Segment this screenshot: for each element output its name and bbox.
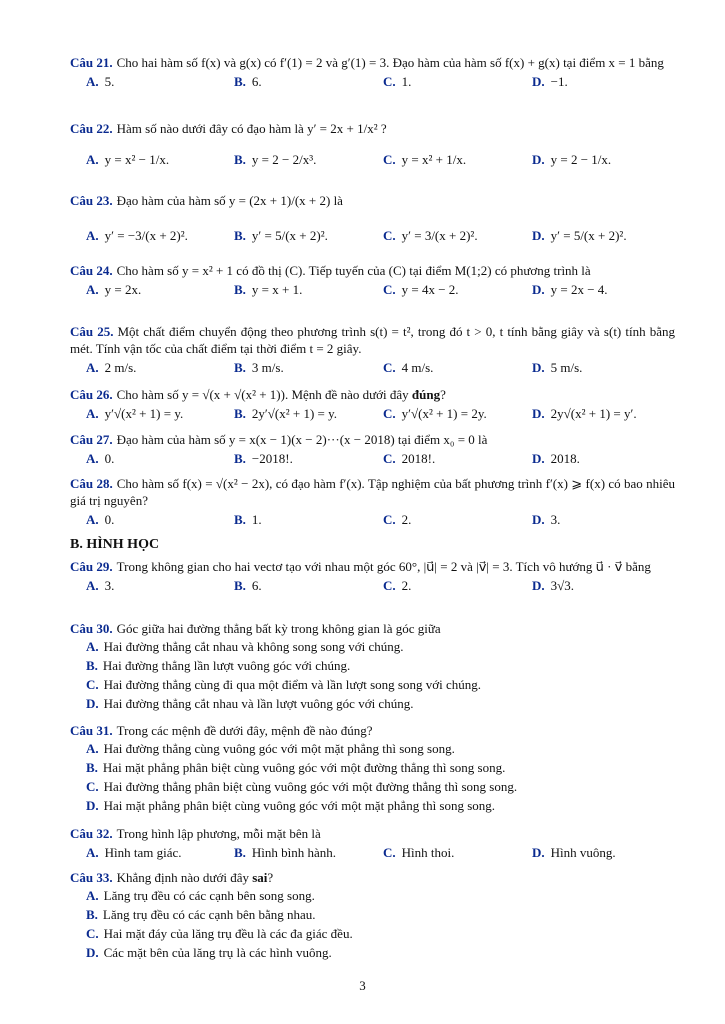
question-25 xyxy=(70,323,675,377)
question-stem xyxy=(70,323,675,357)
question-label: Câu 25. xyxy=(70,324,114,339)
page-number: 3 xyxy=(359,978,366,993)
answer-option-a: A. 3. xyxy=(86,578,115,593)
answer-option-c: C. 1. xyxy=(383,74,412,89)
question-text: Đạo hàm của hàm số y = (2x + 1)/(x + 2) là xyxy=(116,193,343,208)
answer-options xyxy=(70,73,675,91)
answer-options xyxy=(70,511,675,529)
answer-option-d: D. 5 m/s. xyxy=(532,360,583,375)
answer-option-b: B. Hai đường thẳng lần lượt vuông góc với chúng. xyxy=(86,658,351,673)
question-stem: Câu 33. Khẳng định nào dưới đây sai? xyxy=(70,870,274,885)
question-text: Một chất điểm chuyển động theo phương trình s(t) = t², trong đó t > 0, t tính bằng giây và s(t) tính bằng mét. Tính vận tốc của chất điểm tại thời điểm t = 2 giây. xyxy=(70,324,675,356)
question-stem xyxy=(70,431,675,448)
answer-option-c: C. y′√(x² + 1) = 2y. xyxy=(383,406,487,421)
question-text: Cho hàm số y = √(x + √(x² + 1)). Mệnh đề nào dưới đây xyxy=(116,387,412,402)
answer-options xyxy=(70,151,675,169)
answer-option-a: A. Hai đường thẳng cùng vuông góc với một mặt phẳng thì song song. xyxy=(86,741,455,756)
answer-option-b: B. 2y′√(x² + 1) = y. xyxy=(234,406,338,421)
answer-option-c: C. Hai đường thẳng cùng đi qua một điểm và lần lượt song song với chúng. xyxy=(86,677,482,692)
answer-option-a: A. 5. xyxy=(86,74,115,89)
question-21 xyxy=(70,54,675,91)
question-label: Câu 32. xyxy=(70,826,113,841)
question-text: Cho hàm số y = x² + 1 có đồ thị (C). Tiếp tuyến của (C) tại điểm M(1;2) có phương trình là xyxy=(116,263,591,278)
question-label: Câu 24. xyxy=(70,263,113,278)
answer-option-c: C. Hai mặt đáy của lăng trụ đều là các đa giác đều. xyxy=(86,926,353,941)
answer-option-c: C. 2018!. xyxy=(383,451,436,466)
answer-option-b: B. 6. xyxy=(234,74,262,89)
answer-option-d: D. Hình vuông. xyxy=(532,845,616,860)
question-label: Câu 31. xyxy=(70,723,113,738)
answer-option-c: C. y′ = 3/(x + 2)². xyxy=(383,228,478,243)
answer-option-a: A. y = x² − 1/x. xyxy=(86,152,170,167)
answer-option-d: D. Hai đường thẳng cắt nhau và lần lượt vuông góc với chúng. xyxy=(86,696,414,711)
answer-option-d: D. 2018. xyxy=(532,451,580,466)
question-24 xyxy=(70,262,675,299)
answer-options xyxy=(86,637,675,713)
answer-option-d: D. −1. xyxy=(532,74,568,89)
question-30 xyxy=(70,620,675,713)
answer-option-c: C. 2. xyxy=(383,578,412,593)
answer-option-b: B. 1. xyxy=(234,512,262,527)
answer-options xyxy=(70,405,675,423)
section-title: B. HÌNH HỌC xyxy=(70,537,160,552)
answer-option-b: B. Hình bình hành. xyxy=(234,845,337,860)
answer-option-b: B. Hai mặt phẳng phân biệt cùng vuông góc với một đường thẳng thì song song. xyxy=(86,760,506,775)
answer-option-a: A. Lăng trụ đều có các cạnh bên song song. xyxy=(86,888,315,903)
question-23 xyxy=(70,192,675,245)
question-label: Câu 26. xyxy=(70,387,113,402)
question-label: Câu 33. xyxy=(70,870,113,885)
answer-option-d: D. 2y√(x² + 1) = y′. xyxy=(532,406,637,421)
question-stem xyxy=(70,558,675,575)
question-label: Câu 30. xyxy=(70,621,113,636)
question-stem xyxy=(70,825,675,842)
question-stem xyxy=(70,722,675,739)
question-32 xyxy=(70,825,675,862)
question-27 xyxy=(70,431,675,468)
answer-option-d: D. 3. xyxy=(532,512,561,527)
answer-option-a: A. 2 m/s. xyxy=(86,360,137,375)
answer-option-d: D. Hai mặt phẳng phân biệt cùng vuông góc với một mặt phẳng thì song song. xyxy=(86,798,496,813)
answer-option-d: D. y′ = 5/(x + 2)². xyxy=(532,228,627,243)
answer-option-b: B. y = x + 1. xyxy=(234,282,303,297)
question-label: Câu 21. xyxy=(70,55,113,70)
answer-options xyxy=(70,450,675,468)
question-label: Câu 28. xyxy=(70,476,113,491)
answer-option-d: D. y = 2 − 1/x. xyxy=(532,152,612,167)
answer-option-a: A. y′√(x² + 1) = y. xyxy=(86,406,184,421)
question-text: Góc giữa hai đường thẳng bất kỳ trong không gian là góc giữa xyxy=(116,621,441,636)
answer-option-d: D. 3√3. xyxy=(532,578,575,593)
question-text: Trong hình lập phương, mỗi mặt bên là xyxy=(116,826,321,841)
question-text: Đạo hàm của hàm số y = x(x − 1)(x − 2)···(x − 2018) tại điểm x₀ = 0 là xyxy=(116,432,488,447)
answer-options xyxy=(70,577,675,595)
answer-options xyxy=(70,227,675,245)
answer-options xyxy=(70,359,675,377)
answer-options xyxy=(86,739,675,815)
question-stem xyxy=(70,192,675,209)
question-stem xyxy=(70,54,675,71)
answer-option-a: A. 0. xyxy=(86,451,115,466)
answer-option-c: C. 2. xyxy=(383,512,412,527)
question-28 xyxy=(70,475,675,529)
answer-option-a: A. y′ = −3/(x + 2)². xyxy=(86,228,188,243)
question-stem xyxy=(70,620,675,637)
question-text: Cho hai hàm số f(x) và g(x) có f′(1) = 2 và g′(1) = 3. Đạo hàm của hàm số f(x) + g(x) tại điểm x = 1 bằng xyxy=(116,55,664,70)
answer-option-a: A. Hai đường thẳng cắt nhau và không song song với chúng. xyxy=(86,639,404,654)
answer-options xyxy=(70,281,675,299)
question-33 xyxy=(70,869,675,962)
answer-options xyxy=(86,886,675,962)
answer-option-b: B. Lăng trụ đều có các cạnh bên bằng nhau. xyxy=(86,907,316,922)
answer-option-d: D. y = 2x − 4. xyxy=(532,282,608,297)
answer-option-b: B. 3 m/s. xyxy=(234,360,284,375)
question-29 xyxy=(70,558,675,595)
answer-option-c: C. y = 4x − 2. xyxy=(383,282,459,297)
question-label: Câu 22. xyxy=(70,121,113,136)
question-31 xyxy=(70,722,675,815)
question-stem: Câu 26. Cho hàm số y = √(x + √(x² + 1)). Mệnh đề nào dưới đây đúng? xyxy=(70,387,446,402)
answer-option-b: B. −2018!. xyxy=(234,451,293,466)
answer-option-b: B. 6. xyxy=(234,578,262,593)
answer-option-d: D. Các mặt bên của lăng trụ là các hình vuông. xyxy=(86,945,332,960)
question-text: Trong không gian cho hai vectơ tạo với nhau một góc 60°, |u⃗| = 2 và |v⃗| = 3. Tích vô hướng u⃗ · v⃗ bằng xyxy=(116,559,651,574)
question-text: Hàm số nào dưới đây có đạo hàm là y′ = 2x + 1/x² ? xyxy=(116,121,387,136)
question-label: Câu 27. xyxy=(70,432,113,447)
answer-options xyxy=(70,844,675,862)
answer-option-a: A. Hình tam giác. xyxy=(86,845,182,860)
answer-option-a: A. y = 2x. xyxy=(86,282,142,297)
question-stem xyxy=(70,475,675,509)
question-stem xyxy=(70,262,675,279)
answer-option-b: B. y = 2 − 2/x³. xyxy=(234,152,317,167)
answer-option-b: B. y′ = 5/(x + 2)². xyxy=(234,228,328,243)
answer-option-c: C. 4 m/s. xyxy=(383,360,434,375)
question-text: Khẳng định nào dưới đây xyxy=(116,870,253,885)
question-text: Trong các mệnh đề dưới đây, mệnh đề nào đúng? xyxy=(116,723,373,738)
question-stem xyxy=(70,120,675,137)
answer-option-a: A. 0. xyxy=(86,512,115,527)
question-22 xyxy=(70,120,675,169)
question-26 xyxy=(70,386,675,423)
emphasis-word: sai xyxy=(252,870,268,885)
emphasis-word: đúng xyxy=(411,387,441,402)
answer-option-c: C. Hình thoi. xyxy=(383,845,455,860)
answer-option-c: C. Hai đường thẳng phân biệt cùng vuông góc với một đường thẳng thì song song. xyxy=(86,779,518,794)
answer-option-c: C. y = x² + 1/x. xyxy=(383,152,467,167)
question-label: Câu 29. xyxy=(70,559,113,574)
question-label: Câu 23. xyxy=(70,193,113,208)
question-text: Cho hàm số f(x) = √(x² − 2x), có đạo hàm f′(x). Tập nghiệm của bất phương trình f′(x) ⩾ f(x) có bao nhiêu giá trị nguyên? xyxy=(70,476,676,508)
